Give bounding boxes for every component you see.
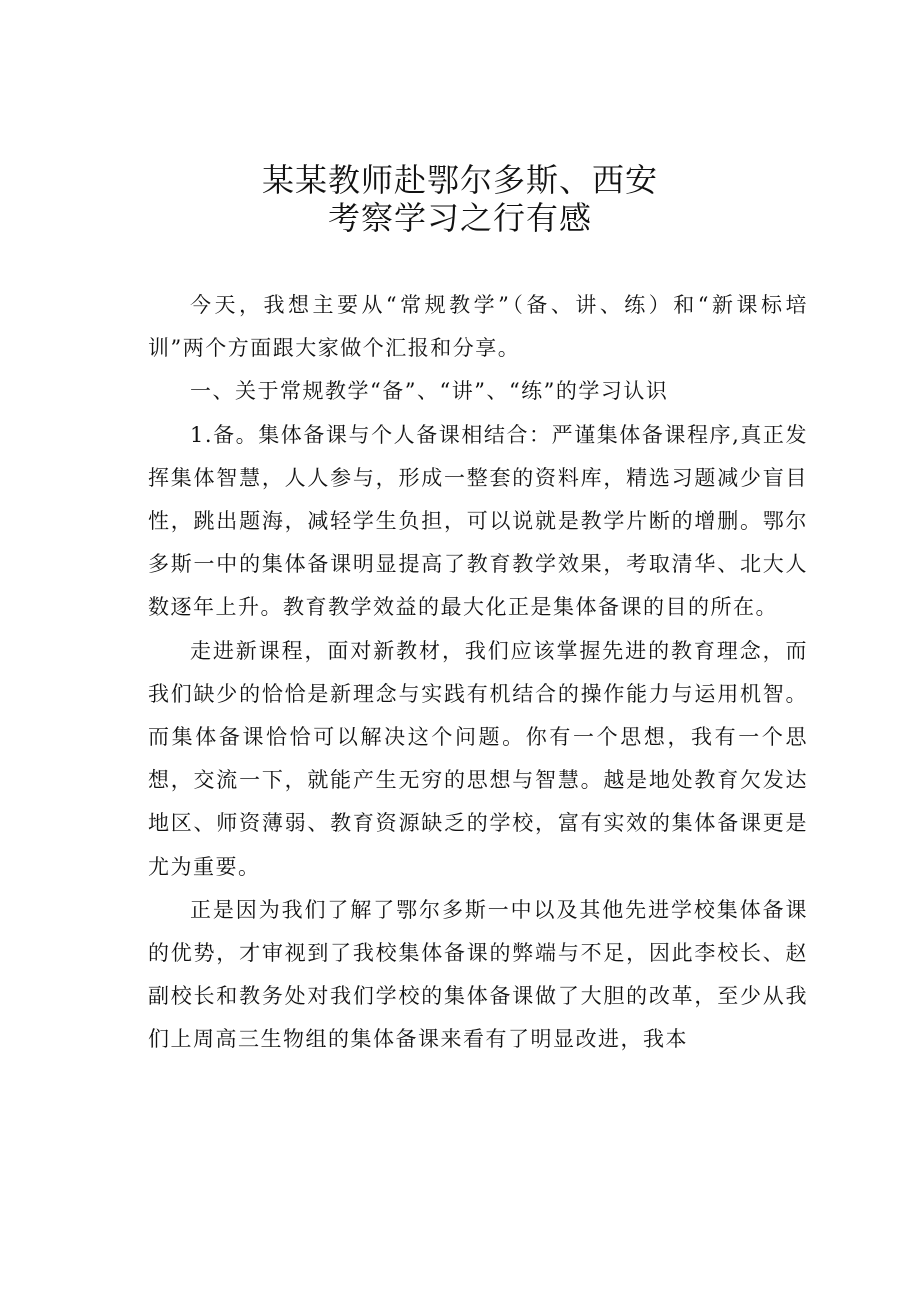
paragraph-preparation: 1.备。集体备课与个人备课相结合：严谨集体备课程序,真正发挥集体智慧，人人参与，形成一整套的资料库，精选习题减少盲目性，跳出题海，减轻学生负担，可以说就是教学片断的增删。鄂尔多斯一中的集体备课明显提高了教育教学效果，考取清华、北大人数逐年上升。教育教学效益的最大化正是集体备课的目的所在。: [148, 422, 808, 620]
document-title-line-2: 考察学习之行有感: [327, 199, 592, 237]
paragraph-reform: 正是因为我们了解了鄂尔多斯一中以及其他先进学校集体备课的优势，才审视到了我校集体备课的弊端与不足，因此李校长、赵副校长和教务处对我们学校的集体备课做了大胆的改革，至少从我们上周高三生物组的集体备课来看有了明显改进，我本: [148, 897, 808, 1052]
document-title-line-1: 某某教师赴鄂尔多斯、西安: [261, 161, 658, 199]
paragraph-intro: 今天，我想主要从“常规教学”（备、讲、练）和“新课标培训”两个方面跟大家做个汇报和分享。: [148, 293, 808, 361]
paragraph-new-curriculum: 走进新课程，面对新教材，我们应该掌握先进的教育理念，而我们缺少的恰恰是新理念与实践有机结合的操作能力与运用机智。而集体备课恰恰可以解决这个问题。你有一个思想，我有一个思想，交流一下，就能产生无穷的思想与智慧。越是地处教育欠发达地区、师资薄弱、教育资源缺乏的学校，富有实效的集体备课更是尤为重要。: [148, 638, 808, 879]
document-body: [148, 284, 808, 1062]
section-heading-1: 一、关于常规教学“备”、“讲”、“练”的学习认识: [190, 379, 669, 404]
